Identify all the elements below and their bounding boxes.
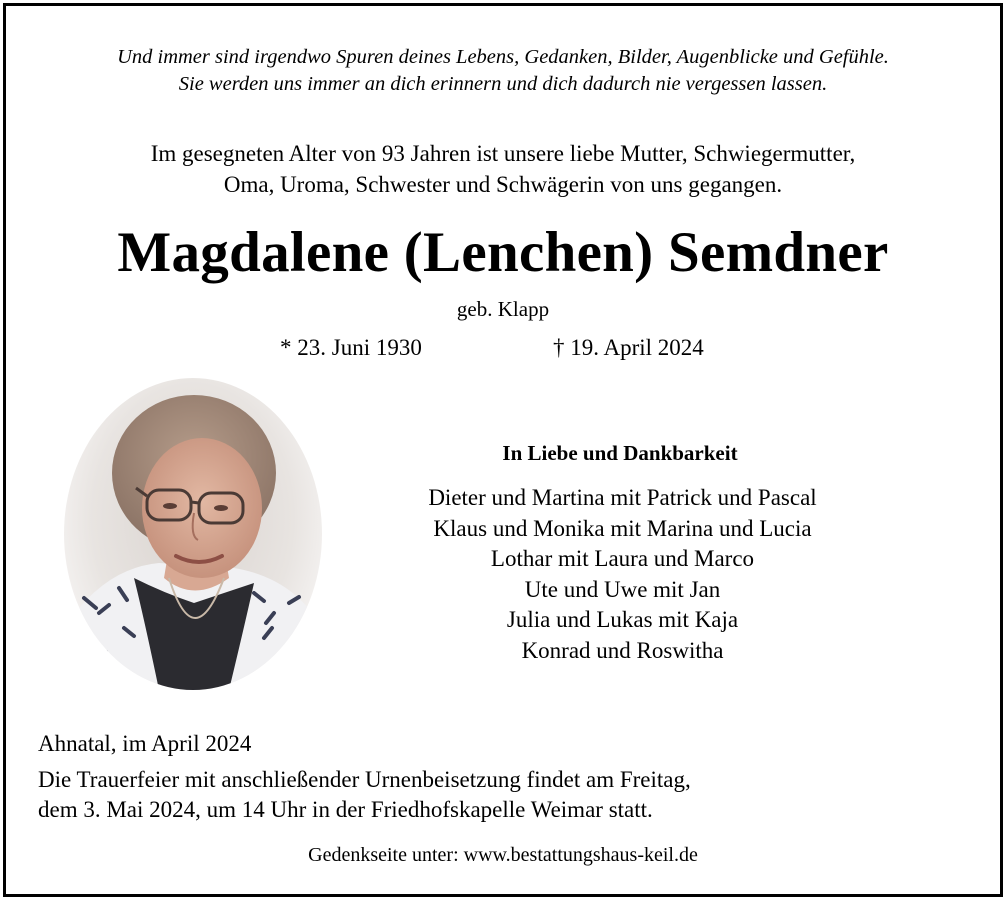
memorial-quote [0,44,1006,98]
portrait-illustration [64,378,322,690]
mourner-line: Ute und Uwe mit Jan [524,576,721,602]
mourner-line: Dieter und Martina mit Patrick und Pascal [428,485,817,510]
deceased-name: Magdalene (Lenchen) Semdner [117,221,889,284]
mourner-line: Julia und Lukas mit Kaja [506,607,739,632]
memorial-website: Gedenkseite unter: www.bestattungshaus-keil.de [308,844,698,866]
mourners-list [360,483,885,666]
intro-text [0,138,1006,200]
mourner-line: Konrad und Roswitha [521,637,724,663]
quote-line-1: Und immer sind irgendwo Spuren deines Lebens, Gedanken, Bilder, Augenblicke und Gefühle. [117,46,889,68]
death-date: † 19. April 2024 [553,335,704,360]
place-date: Ahnatal, im April 2024 [38,731,252,756]
funeral-service-info [38,765,938,825]
service-line-1: Die Trauerfeier mit anschließender Urnenbeisetzung findet am Freitag, [38,767,691,792]
portrait-photo [64,378,322,690]
mourners-heading: In Liebe und Dankbarkeit [502,441,738,465]
mourner-line: Lothar mit Laura und Marco [490,546,755,571]
quote-line-2: Sie werden uns immer an dich erinnern und dich dadurch nie vergessen lassen. [178,73,828,95]
intro-line-2: Oma, Uroma, Schwester und Schwägerin von uns gegangen. [223,172,783,197]
service-line-2: dem 3. Mai 2024, um 14 Uhr in der Friedhofskapelle Weimar statt. [38,797,653,822]
mourner-line: Klaus und Monika mit Marina und Lucia [433,515,812,541]
maiden-name: geb. Klapp [456,297,550,321]
birth-date: * 23. Juni 1930 [280,335,422,360]
intro-line-1: Im gesegneten Alter von 93 Jahren ist unsere liebe Mutter, Schwiegermutter, [150,141,856,166]
